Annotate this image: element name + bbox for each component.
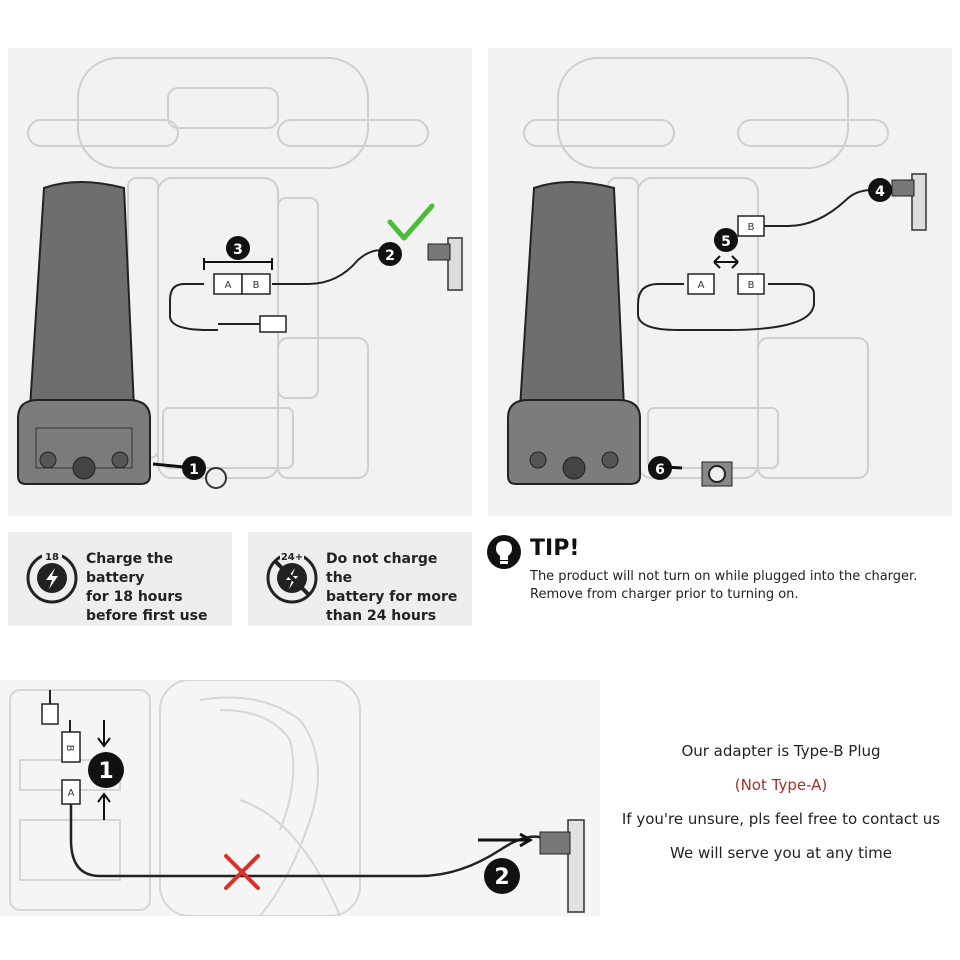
svg-text:4: 4 — [875, 184, 885, 200]
svg-text:2: 2 — [494, 865, 510, 890]
green-check-icon — [390, 206, 432, 238]
charge-18-hours-note — [8, 532, 232, 626]
adapter-not-type-a-line: (Not Type-A) — [734, 776, 828, 794]
step-badge-2 — [484, 858, 520, 894]
connector-label-a: A — [224, 280, 232, 291]
charging-diagram-correct — [8, 48, 472, 516]
charge-18-hours-text: Charge the battery for 18 hours before first use — [86, 551, 208, 624]
step-badge-6 — [648, 456, 672, 480]
svg-text:1: 1 — [189, 462, 199, 478]
step-badge-3 — [226, 236, 250, 260]
plug-illustration — [0, 680, 600, 916]
connector-label-b: B — [64, 744, 75, 752]
svg-text:1: 1 — [98, 759, 114, 784]
step-badge-1 — [182, 456, 206, 480]
svg-text:6: 6 — [655, 462, 665, 478]
charge-timer-icon — [22, 546, 82, 606]
connector-label-b-bottom: B — [747, 280, 755, 291]
tip-line-1: The product will not turn on while plugged into the charger. — [530, 569, 918, 584]
timer-number: 18 — [45, 552, 59, 563]
red-x-icon — [226, 856, 258, 888]
no-charge-24-hours-note — [248, 532, 472, 626]
step-badge-2 — [378, 242, 402, 266]
wrong-plug-diagram — [0, 680, 600, 916]
atv-illustration-a — [8, 48, 472, 516]
tip-line-2: Remove from charger prior to turning on. — [530, 587, 799, 602]
svg-text:3: 3 — [233, 242, 243, 258]
adapter-note — [606, 734, 956, 870]
adapter-service-line: We will serve you at any time — [670, 844, 892, 862]
charging-diagram-disconnect — [488, 48, 952, 516]
step-badge-5 — [714, 228, 738, 252]
connector-label-a: A — [697, 280, 705, 291]
lightbulb-icon — [486, 534, 522, 570]
adapter-type-line: Our adapter is Type-B Plug — [681, 742, 881, 760]
svg-text:5: 5 — [721, 234, 731, 250]
atv-illustration-b — [488, 48, 952, 516]
connector-label-b-top: B — [747, 222, 755, 233]
tip-title: TIP! — [530, 536, 580, 561]
connector-label-b: B — [252, 280, 260, 291]
tip-section — [486, 534, 946, 614]
svg-text:2: 2 — [385, 248, 395, 264]
timer-number: 24+ — [280, 552, 304, 563]
step-badge-1 — [88, 752, 124, 788]
no-charge-24-hours-text: Do not charge the battery for more than 24 hours — [326, 551, 458, 624]
connector-label-a: A — [67, 788, 75, 799]
no-overcharge-icon — [262, 546, 322, 606]
step-badge-4 — [868, 178, 892, 202]
adapter-contact-line: If you're unsure, pls feel free to contact us — [621, 810, 941, 828]
tip-body — [530, 568, 917, 604]
